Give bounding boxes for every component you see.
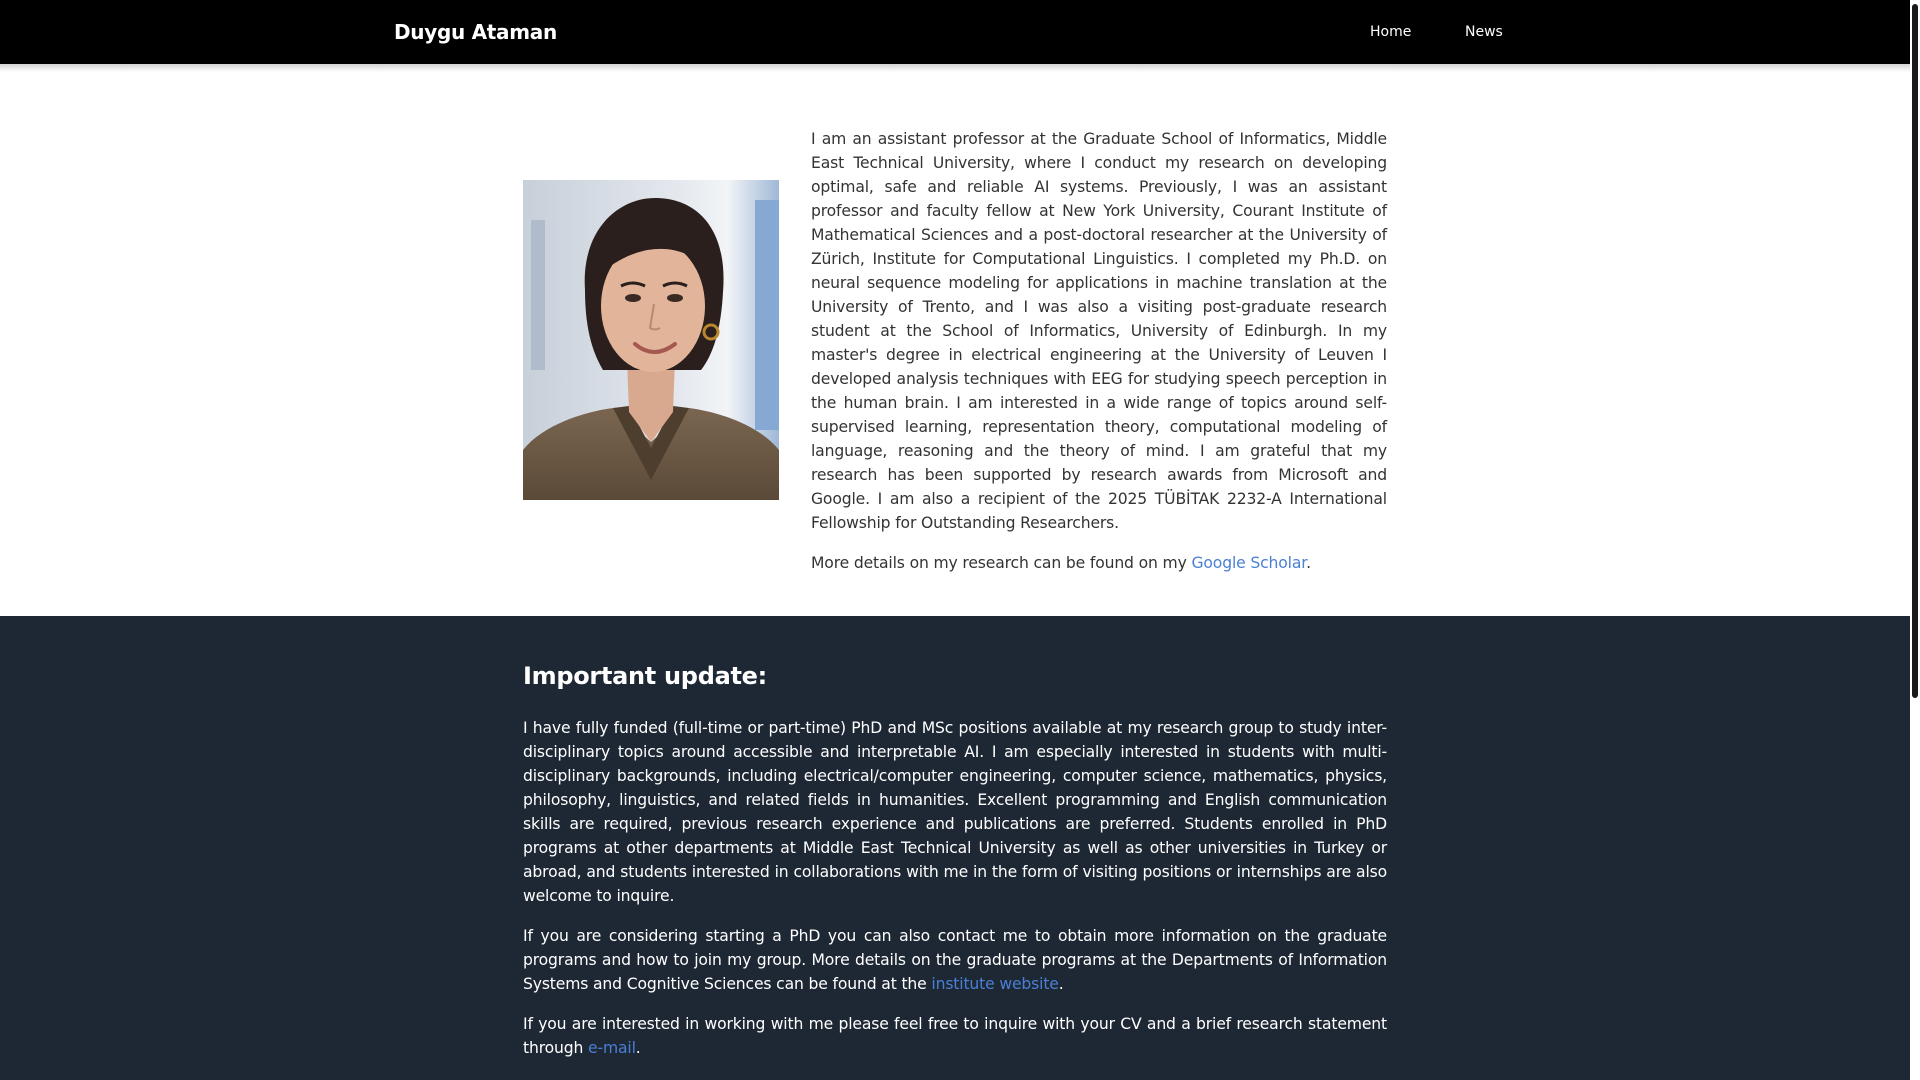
- profile-photo: [523, 180, 779, 500]
- contact-text: If you are interested in working with me please feel free to inquire with your CV and a brief research statement through: [523, 1015, 1387, 1057]
- update-content: [523, 660, 1387, 1076]
- positions-paragraph: I have fully funded (full-time or part-time) PhD and MSc positions available at my research group to study inter-disciplinary topics around accessible and interpretable AI. I am especially interested in students with multi-disciplinary backgrounds, including electrical/computer engineering, computer science, mathematics, physics, philosophy, linguistics, and related fields in humanities. Excellent programming and English communication skills are required, previous research experience and publications are preferred. Students enrolled in PhD programs at other departments at Middle East Technical University as well as other universities in Turkey or abroad, and students interested in collaborations with me in the form of visiting positions or internships are also welcome to inquire.: [523, 719, 1387, 905]
- institute-website-link[interactable]: institute website: [931, 975, 1059, 993]
- update-title: Important update:: [523, 662, 767, 690]
- contact-paragraph: [523, 1012, 1387, 1060]
- important-update-section: [0, 616, 1910, 1080]
- phd-info-suffix: .: [1058, 975, 1064, 993]
- research-details-text: More details on my research can be found on my: [811, 554, 1192, 572]
- email-link[interactable]: e-mail: [588, 1039, 636, 1057]
- nav-home-link[interactable]: Home: [1370, 24, 1412, 40]
- bio-section: [811, 127, 1387, 591]
- bio-paragraph: I am an assistant professor at the Graduate School of Informatics, Middle East Technical University, where I conduct my research on developing optimal, safe and reliable AI systems. Previously, I was an assistant professor and faculty fellow at New York University, Courant Institute of Mathematical Sciences and a post-doctoral researcher at the University of Zürich, Institute for Computational Linguistics. I completed my Ph.D. on neural sequence modeling for applications in machine translation at the University of Trento, and I was also a visiting post-graduate research student at the School of Informatics, University of Edinburgh. In my master's degree in electrical engineering at the University of Leuven I developed analysis techniques with EEG for studying speech perception in the human brain. I am interested in a wide range of topics around self-supervised learning, representation theory, computational modeling of language, reasoning and the theory of mind. I am grateful that my research has been supported by research awards from Microsoft and Google. I am also a recipient of the 2025 TÜBİTAK 2232-A International Fellowship for Outstanding Researchers.: [811, 130, 1387, 532]
- research-details-suffix: .: [1306, 554, 1311, 572]
- nav-news-link[interactable]: News: [1465, 24, 1503, 40]
- scrollbar-thumb[interactable]: [1912, 4, 1918, 698]
- phd-info-paragraph: [523, 924, 1387, 996]
- contact-suffix: .: [635, 1039, 641, 1057]
- top-navbar: [0, 0, 1910, 64]
- google-scholar-link[interactable]: Google Scholar: [1191, 554, 1307, 572]
- navbar-shadow: [0, 64, 1910, 72]
- research-details-paragraph: [811, 551, 1387, 575]
- page-scrollbar[interactable]: [1910, 0, 1920, 1080]
- site-brand-link[interactable]: Duygu Ataman: [394, 20, 557, 44]
- phd-info-text: If you are considering starting a PhD you can also contact me to obtain more information on the graduate programs and how to join my group. More details on the graduate programs at the Departments of Information Systems and Cognitive Sciences can be found at the: [523, 927, 1387, 993]
